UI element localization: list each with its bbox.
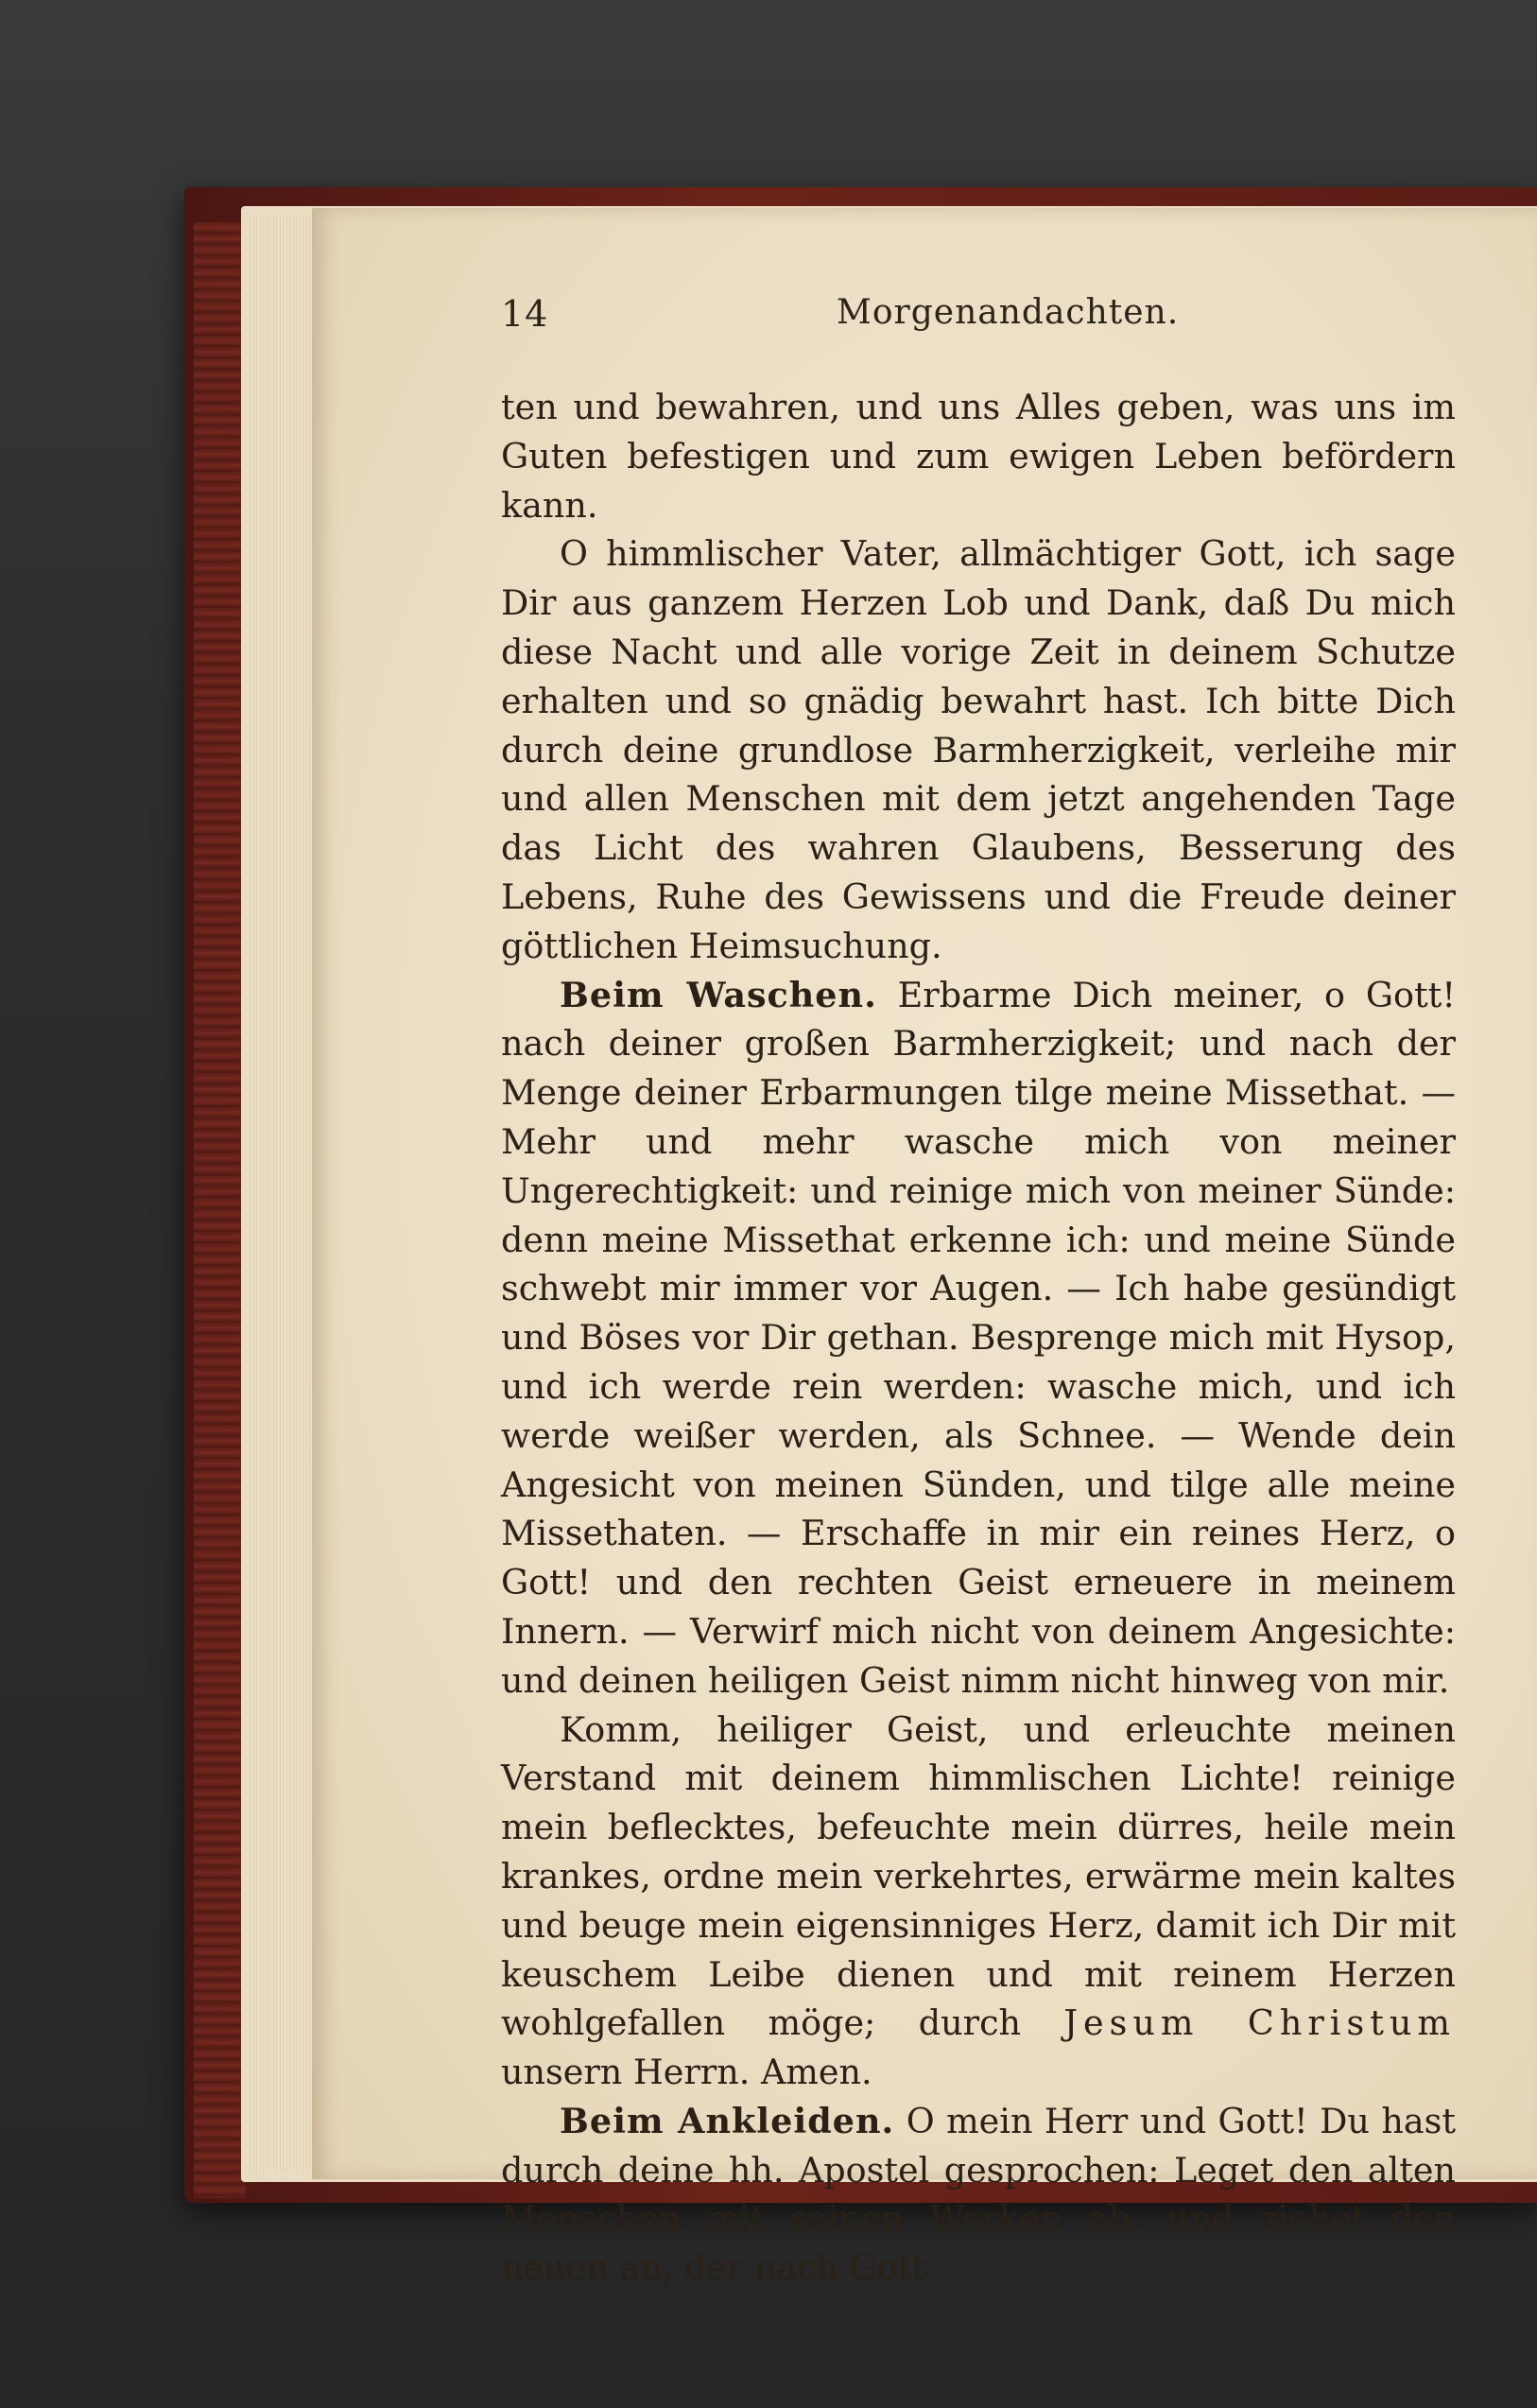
paragraph-text: unsern Herrn. Amen.: [501, 2052, 872, 2093]
running-head: Morgenandachten.: [837, 293, 1180, 332]
book-spine-edge: [194, 222, 246, 2198]
body-text: [501, 383, 1456, 2293]
paragraph-text: O himmlischer Vater, allmächtiger Gott, ich sage Dir aus ganzem Herzen Lob und Dank, daß Du mich diese Nacht und alle vorige Zeit in deinem Schutze erhalten und so gnädig bewahrt hast. Ich bitte Dich durch deine grundlose Barmherzigkeit, verleihe mir und allen Menschen mit dem jetzt angehenden Tage das Licht des wahren Glaubens, Besserung des Lebens, Ruhe des Gewissens und die Freude deiner göttlichen Heimsuchung.: [501, 533, 1456, 966]
paragraph-komm-heiliger-geist: [501, 1706, 1456, 2097]
paragraph-beim-waschen: [501, 971, 1456, 1706]
paragraph-beim-ankleiden: [501, 2097, 1456, 2293]
paragraph-text: O mein Herr und Gott! Du hast durch deine hh. Apostel gesprochen: Leget den alten Menschen mit seinen Werken ab, und ziehet den neuen an, der nach Gott: [501, 2100, 1457, 2289]
paragraph-prayer-morning: [501, 529, 1456, 970]
section-title: Beim Waschen.: [560, 974, 877, 1015]
spaced-name: Jesum Christum: [1063, 2002, 1456, 2044]
paragraph-continuation: [501, 383, 1456, 529]
paragraph-text: Erbarme Dich meiner, o Gott! nach deiner großen Barmherzigkeit; und nach der Menge deiner Erbarmungen tilge meine Missethat. — Mehr und mehr wasche mich von meiner Ungerechtigkeit: und reinige mich von meiner Sünde: denn meine Missethat erkenne ich: und meine Sünde schwebt mir immer vor Augen. — Ich habe gesündigt und Böses vor Dir gethan. Besprenge mich mit Hysop, und ich werde rein werden: wasche mich, und ich werde weißer werden, als Schnee. — Wende dein Angesicht von meinen Sünden, und tilge alle meine Missethaten. — Erschaffe in mir ein reines Herz, o Gott! und den rechten Geist erneuere in meinem Innern. — Verwirf mich nicht von deinem Angesichte: und deinen heiligen Geist nimm nicht hinweg von mir.: [501, 974, 1457, 1701]
page-leaves: [248, 216, 319, 2173]
paragraph-text: Komm, heiliger Geist, und erleuchte meinen Verstand mit deinem himmlischen Lichte! reinige mein beflecktes, befeuchte mein dürres, heile mein krankes, ordne mein verkehrtes, erwärme mein kaltes und beuge mein eigensinniges Herz, damit ich Dir mit keuschem Leibe dienen und mit reinem Herzen wohlgefallen möge; durch: [501, 1708, 1456, 2044]
paragraph-text: ten und bewahren, und uns Alles geben, was uns im Guten befestigen und zum ewigen Leben befördern kann.: [501, 387, 1456, 526]
section-title: Beim Ankleiden.: [560, 2100, 895, 2141]
page-header: [501, 293, 1456, 350]
page-number: 14: [501, 293, 549, 335]
